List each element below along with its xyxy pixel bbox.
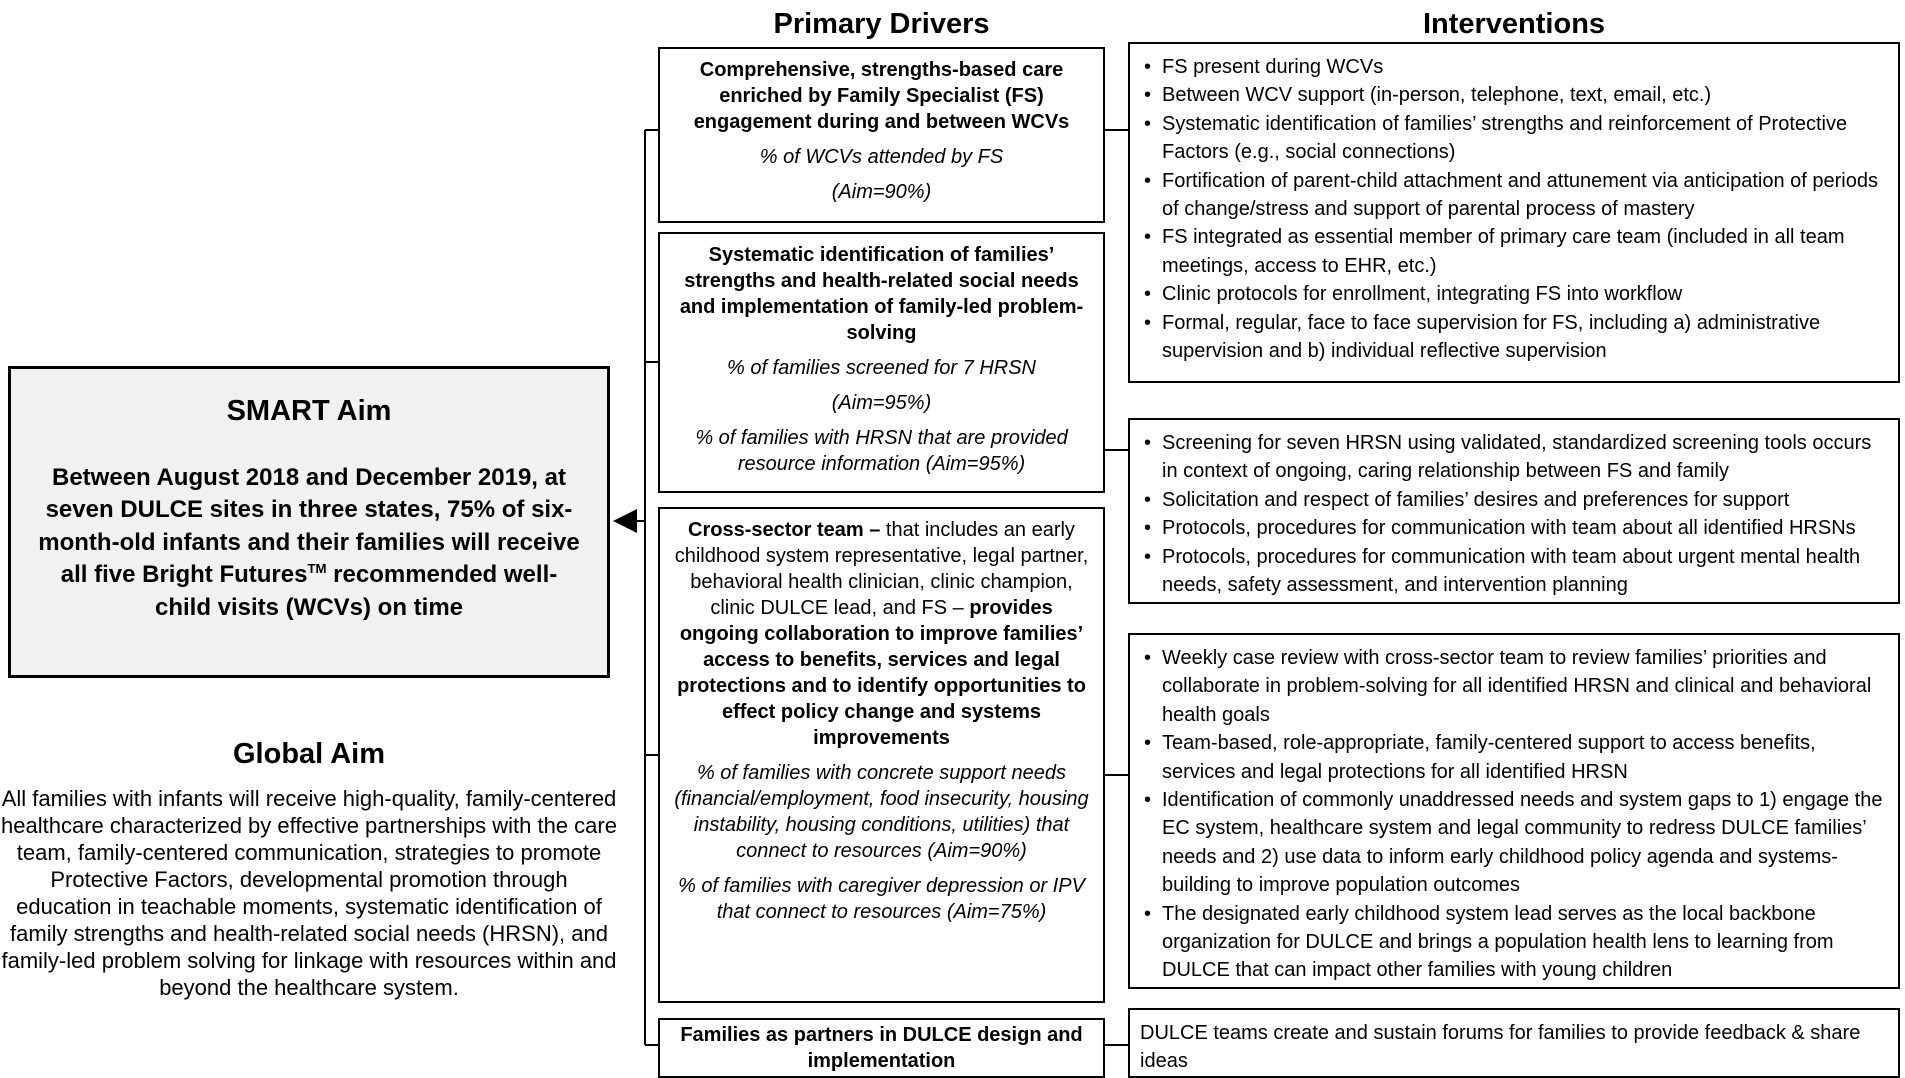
driver-title-regular: that includes an early childhood system representative, legal partner, behavioral health clinician, clinic champion, clinic DULCE lead, and FS –: [674, 519, 1089, 619]
interventions-box-family-forums: [1128, 1008, 1900, 1078]
driver-box-families-as-partners: [658, 1018, 1105, 1078]
driver-title: Comprehensive, strengths-based care enriched by Family Specialist (FS) engagement during and between WCVs: [693, 59, 1070, 133]
smart-aim-title: SMART Aim: [226, 395, 392, 427]
intervention-item: • Fortification of parent-child attachment and attunement via anticipation of periods of change/stress and support of parental process of mastery: [1140, 167, 1888, 224]
driver-metric: % of WCVs attended by FS: [759, 146, 1004, 168]
driver-title: Systematic identification of families’ strengths and health-related social needs and implementation of family-led problem-solving: [679, 244, 1084, 344]
trademark-superscript: TM: [307, 561, 327, 577]
intervention-item: • Clinic protocols for enrollment, integrating FS into workflow: [1140, 280, 1888, 308]
driver-title: Families as partners in DULCE design and implementation: [680, 1024, 1083, 1072]
intervention-list: [1140, 644, 1888, 985]
driver-metric: (Aim=95%): [831, 392, 932, 414]
driver-title-bold-tail: provides ongoing collaboration to improve families’ access to benefits, services and legal protections and to identify opportunities to effect policy change and systems improvements: [677, 597, 1086, 749]
intervention-item: • The designated early childhood system lead serves as the local backbone organization for DULCE and brings a population health lens to learning from DULCE that can impact other families with young children: [1140, 900, 1888, 985]
interventions-header: Interventions: [1422, 8, 1606, 40]
driver-metric: % of families screened for 7 HRSN: [726, 357, 1036, 379]
global-aim-title: Global Aim: [233, 738, 385, 770]
intervention-list: [1140, 429, 1888, 599]
left-arrowhead: [613, 509, 637, 533]
intervention-item: • Solicitation and respect of families’ desires and preferences for support: [1140, 486, 1888, 514]
intervention-item: • Weekly case review with cross-sector team to review families’ priorities and collaborate in problem-solving for all identified HRSN and clinical and behavioral health goals: [1140, 644, 1888, 729]
driver-box-cross-sector-team: [658, 507, 1105, 1003]
driver-box-systematic-identification: [658, 232, 1105, 493]
intervention-item: • Formal, regular, face to face supervision for FS, including a) administrative supervision and b) individual reflective supervision: [1140, 309, 1888, 366]
intervention-list: [1140, 53, 1888, 365]
smart-aim-text-after-tm: recommended well-child visits (WCVs) on time: [154, 561, 558, 621]
intervention-item: • Team-based, role-appropriate, family-centered support to access benefits, services and legal protections for all identified HRSN: [1140, 729, 1888, 786]
primary-drivers-header: Primary Drivers: [773, 8, 990, 40]
intervention-item: • FS integrated as essential member of primary care team (included in all team meetings, access to EHR, etc.): [1140, 223, 1888, 280]
smart-aim-text-before-tm: Between August 2018 and December 2019, at seven DULCE sites in three states, 75% of six-month-old infants and their families will receive all five Bright Futures: [38, 464, 580, 589]
driver-metric: % of families with HRSN that are provided resource information (Aim=95%): [695, 427, 1068, 475]
driver-metric: % of families with caregiver depression or IPV that connect to resources (Aim=75%): [678, 875, 1085, 923]
intervention-item: • Identification of commonly unaddressed needs and system gaps to 1) engage the EC system, healthcare system and legal community to redress DULCE families’ needs and 2) use data to inform early childhood policy agenda and systems-building to improve population outcomes: [1140, 786, 1888, 900]
global-aim-text: All families with infants will receive high-quality, family-centered healthcare characterized by effective partnerships with the care team, family-centered communication, strategies to promote Protective Factors, developmental promotion through education in teachable moments, systematic identification of family strengths and health-related social needs (HRSN), and family-led problem solving for linkage with resources within and beyond the healthcare system.: [1, 786, 617, 1001]
intervention-item: • Systematic identification of families’ strengths and reinforcement of Protective Factors (e.g., social connections): [1140, 110, 1888, 167]
global-aim-section: [0, 738, 618, 1001]
driver-box-comprehensive-care: [658, 47, 1105, 223]
smart-aim-text: [33, 462, 585, 624]
intervention-text: DULCE teams create and sustain forums for families to provide feedback & share ideas: [1140, 1022, 1861, 1073]
intervention-item: • FS present during WCVs: [1140, 53, 1888, 81]
smart-aim-box: [8, 366, 610, 678]
intervention-item: • Protocols, procedures for communication with team about all identified HRSNs: [1140, 514, 1888, 542]
intervention-item: • Between WCV support (in-person, telephone, text, email, etc.): [1140, 81, 1888, 109]
interventions-box-cross-sector: [1128, 633, 1900, 989]
driver-metric: % of families with concrete support needs (financial/employment, food insecurity, housing instability, housing conditions, utilities) that connect to resources (Aim=90%): [674, 762, 1089, 862]
driver-title: [672, 517, 1091, 751]
driver-title-bold-lead: Cross-sector team –: [688, 519, 886, 541]
interventions-box-fs-engagement: [1128, 42, 1900, 383]
intervention-item: • Screening for seven HRSN using validated, standardized screening tools occurs in context of ongoing, caring relationship between FS and family: [1140, 429, 1888, 486]
intervention-item: • Protocols, procedures for communication with team about urgent mental health needs, safety assessment, and intervention planning: [1140, 543, 1888, 600]
interventions-box-screening: [1128, 418, 1900, 604]
driver-metric: (Aim=90%): [831, 181, 932, 203]
